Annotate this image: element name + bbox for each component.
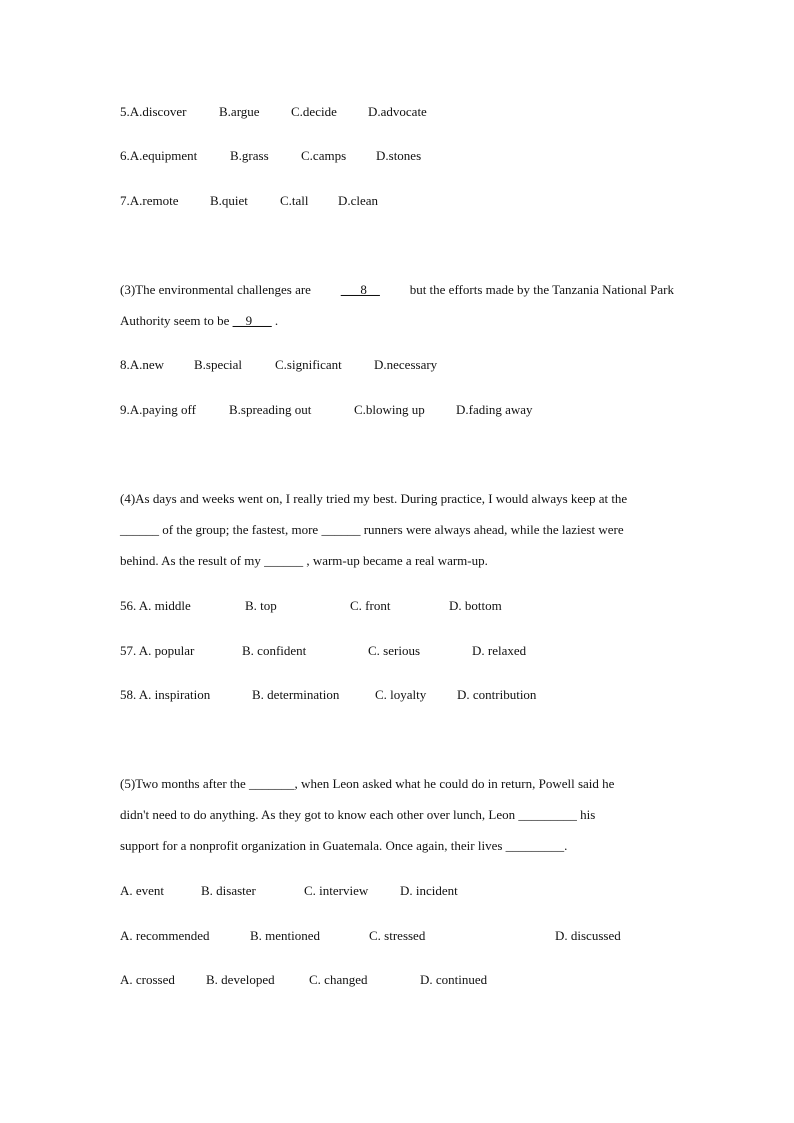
option-d: D.necessary [374, 357, 438, 372]
option-a: 8.A.new [120, 357, 165, 372]
option-b: B. top [245, 598, 277, 613]
option-c: C. serious [368, 643, 420, 658]
passage-text: . [274, 313, 279, 328]
option-c: C.significant [275, 357, 342, 372]
option-a: 5.A.discover [120, 104, 187, 119]
passage-line [120, 313, 674, 329]
option-a: 6.A.equipment [120, 148, 198, 163]
option-c: C.decide [291, 104, 337, 119]
passage-text: (5)Two months after the _______, when Leon asked what he could do in return, Powell said he [120, 776, 615, 791]
passage-text: behind. As the result of my ______ , warm-up became a real warm-up. [120, 553, 488, 568]
option-d: D. bottom [449, 598, 502, 613]
passage-text: support for a nonprofit organization in Guatemala. Once again, their lives _________. [120, 838, 568, 853]
option-a: 56. A. middle [120, 598, 191, 613]
option-d: D. contribution [457, 687, 537, 702]
option-a: 57. A. popular [120, 643, 195, 658]
option-d: D. incident [400, 883, 458, 898]
option-c: C.blowing up [354, 402, 425, 417]
option-b: B. disaster [201, 883, 256, 898]
option-b: B.argue [219, 104, 260, 119]
passage-line [120, 282, 674, 298]
option-c: C. loyalty [375, 687, 427, 702]
option-b: B.grass [230, 148, 269, 163]
passage-line [120, 553, 674, 569]
passage-line [120, 776, 674, 792]
option-a: 9.A.paying off [120, 402, 196, 417]
blank-9: __9___ [232, 313, 272, 328]
option-d: D. continued [420, 972, 488, 987]
option-d: D.stones [376, 148, 422, 163]
blank-8: ___8__ [340, 282, 380, 297]
option-b: B.special [194, 357, 243, 372]
option-d: D.clean [338, 193, 379, 208]
passage-text: (4)As days and weeks went on, I really tried my best. During practice, I would always keep at the [120, 491, 628, 506]
option-a: 58. A. inspiration [120, 687, 211, 702]
option-c: C. stressed [369, 928, 426, 943]
option-b: B.spreading out [229, 402, 312, 417]
option-c: C.tall [280, 193, 309, 208]
passage-5 [120, 776, 674, 854]
option-a: A. crossed [120, 972, 175, 987]
option-c: C. changed [309, 972, 368, 987]
passage-line [120, 491, 674, 507]
passage-text: Authority seem to be [120, 313, 230, 328]
passage-text: didn't need to do anything. As they got to know each other over lunch, Leon _________ his [120, 807, 596, 822]
option-c: C. front [350, 598, 391, 613]
option-b: B. confident [242, 643, 307, 658]
option-d: D. discussed [555, 928, 621, 943]
option-d: D.fading away [456, 402, 533, 417]
option-a: A. event [120, 883, 165, 898]
passage-line [120, 807, 674, 823]
option-d: D.advocate [368, 104, 427, 119]
passage-text: (3)The environmental challenges are [120, 282, 311, 297]
passage-text: but the efforts made by the Tanzania National Park [409, 282, 674, 297]
passage-line [120, 838, 674, 854]
passage-4 [120, 491, 674, 569]
option-a: A. recommended [120, 928, 210, 943]
passage-text: ______ of the group; the fastest, more ______ runners were always ahead, while the laziest were [120, 522, 624, 537]
option-c: C. interview [304, 883, 369, 898]
option-d: D. relaxed [472, 643, 527, 658]
passage-line [120, 522, 674, 538]
option-b: B. developed [206, 972, 275, 987]
option-b: B.quiet [210, 193, 248, 208]
option-c: C.camps [301, 148, 347, 163]
option-b: B. determination [252, 687, 340, 702]
option-b: B. mentioned [250, 928, 321, 943]
passage-3 [120, 282, 674, 329]
option-a: 7.A.remote [120, 193, 179, 208]
